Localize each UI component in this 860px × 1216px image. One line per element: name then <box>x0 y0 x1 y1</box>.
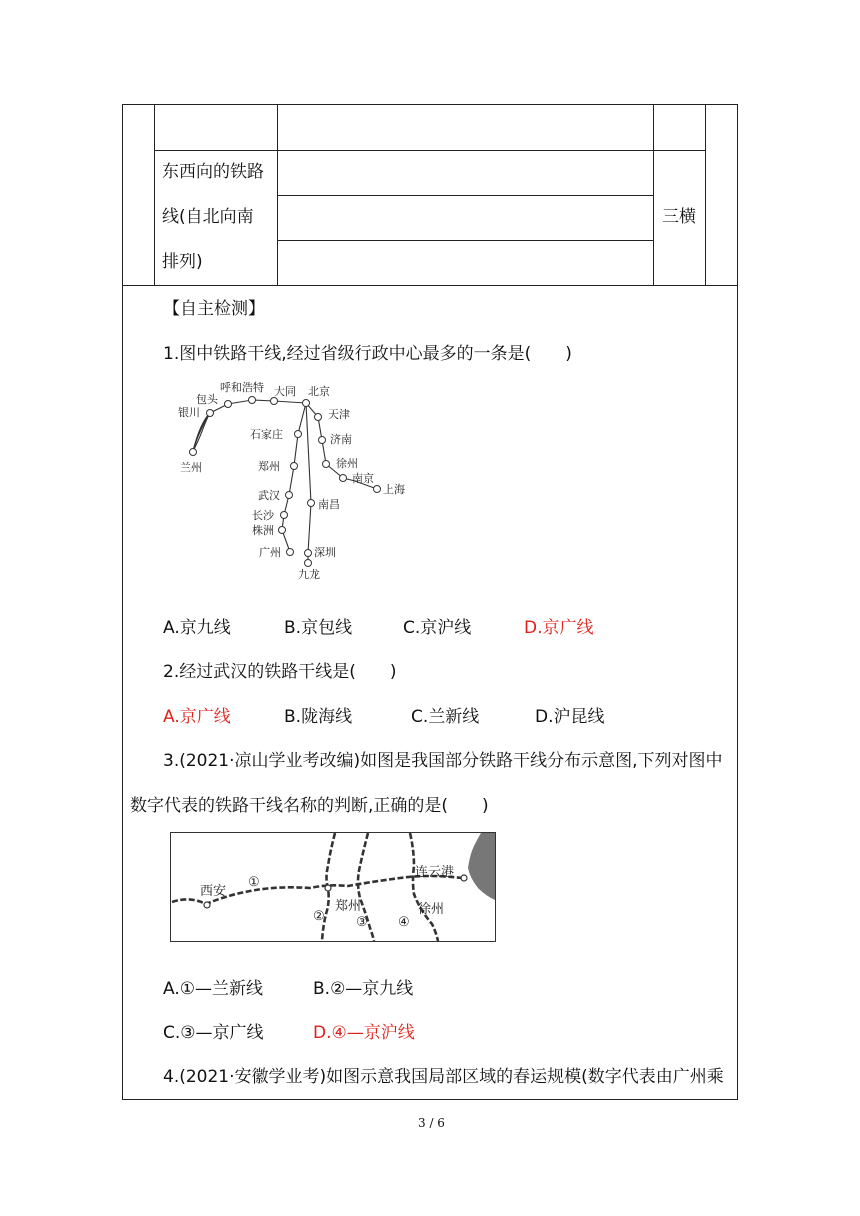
table-line <box>277 240 654 241</box>
railway-map-2 <box>170 832 497 944</box>
table-line <box>705 104 706 286</box>
q3-option-c[interactable]: C.③—京广线 <box>163 1023 264 1043</box>
table-line <box>277 195 654 196</box>
marker-2: ② <box>313 909 325 924</box>
city-jiulong: 九龙 <box>298 568 320 581</box>
city-nanjing: 南京 <box>352 472 374 485</box>
row-label-line-2: 线(自北向南 <box>162 207 254 227</box>
q1-option-c[interactable]: C.京沪线 <box>403 618 472 638</box>
row-label-line-1: 东西向的铁路 <box>162 162 264 182</box>
question-1-text: 1.图中铁路干线,经过省级行政中心最多的一条是( ) <box>163 344 572 364</box>
city-xuzhou: 徐州 <box>336 457 358 470</box>
city-zhengzhou: 郑州 <box>258 460 280 473</box>
city-shijiazhuang: 石家庄 <box>250 428 283 441</box>
frame-top-border <box>122 104 738 105</box>
city-lanzhou: 兰州 <box>180 461 202 474</box>
frame-right-border <box>737 104 738 1100</box>
city-datong: 大同 <box>274 385 296 398</box>
q3-option-d-answer[interactable]: D.④—京沪线 <box>313 1023 415 1043</box>
q2-option-b[interactable]: B.陇海线 <box>284 707 353 727</box>
q1-option-d-answer[interactable]: D.京广线 <box>524 618 594 638</box>
city-guangzhou: 广州 <box>259 546 281 559</box>
city-shanghai: 上海 <box>383 483 405 496</box>
q3-option-b[interactable]: B.②—京九线 <box>313 979 414 999</box>
page-number: 3 / 6 <box>418 1116 445 1130</box>
q2-option-d[interactable]: D.沪昆线 <box>535 707 605 727</box>
row-label-line-3: 排列) <box>162 252 203 272</box>
city-xian: 西安 <box>200 884 227 899</box>
table-line <box>122 285 738 286</box>
question-4-text: 4.(2021·安徽学业考)如图示意我国局部区域的春运规模(数字代表由广州乘 <box>163 1067 724 1087</box>
marker-4: ④ <box>398 915 410 930</box>
city-baotou: 包头 <box>196 393 218 406</box>
city-beijing: 北京 <box>308 385 330 398</box>
section-title: 【自主检测】 <box>163 299 265 319</box>
frame-bottom-border <box>122 1099 738 1100</box>
city-zhengzhou-2: 郑州 <box>335 899 362 914</box>
railway-map-1 <box>160 375 430 587</box>
q1-option-b[interactable]: B.京包线 <box>284 618 353 638</box>
q3-option-a[interactable]: A.①—兰新线 <box>163 979 263 999</box>
table-line <box>154 104 155 286</box>
question-3-text-line-2: 数字代表的铁路干线名称的判断,正确的是( ) <box>130 796 489 816</box>
q2-option-c[interactable]: C.兰新线 <box>411 707 480 727</box>
city-zhuzhou: 株洲 <box>252 524 274 537</box>
city-jinan: 济南 <box>330 433 352 446</box>
city-xuzhou-2: 徐州 <box>418 902 445 917</box>
city-yinchuan: 银川 <box>178 406 200 419</box>
city-lianyungang: 连云港 <box>415 865 455 880</box>
marker-3: ③ <box>356 915 368 930</box>
city-nanchang: 南昌 <box>318 498 340 511</box>
q2-option-a-answer[interactable]: A.京广线 <box>163 707 231 727</box>
q1-option-a[interactable]: A.京九线 <box>163 618 231 638</box>
frame-left-border <box>122 104 123 1100</box>
table-line <box>154 150 706 151</box>
city-tianjin: 天津 <box>328 408 350 421</box>
city-changsha: 长沙 <box>252 509 274 522</box>
question-2-text: 2.经过武汉的铁路干线是( ) <box>163 662 397 682</box>
city-wuhan: 武汉 <box>258 489 280 502</box>
question-3-text-line-1: 3.(2021·凉山学业考改编)如图是我国部分铁路干线分布示意图,下列对图中 <box>163 751 723 771</box>
marker-1: ① <box>248 875 260 890</box>
group-label: 三横 <box>662 207 696 227</box>
city-shenzhen: 深圳 <box>314 546 336 559</box>
city-hohhot: 呼和浩特 <box>220 381 264 394</box>
